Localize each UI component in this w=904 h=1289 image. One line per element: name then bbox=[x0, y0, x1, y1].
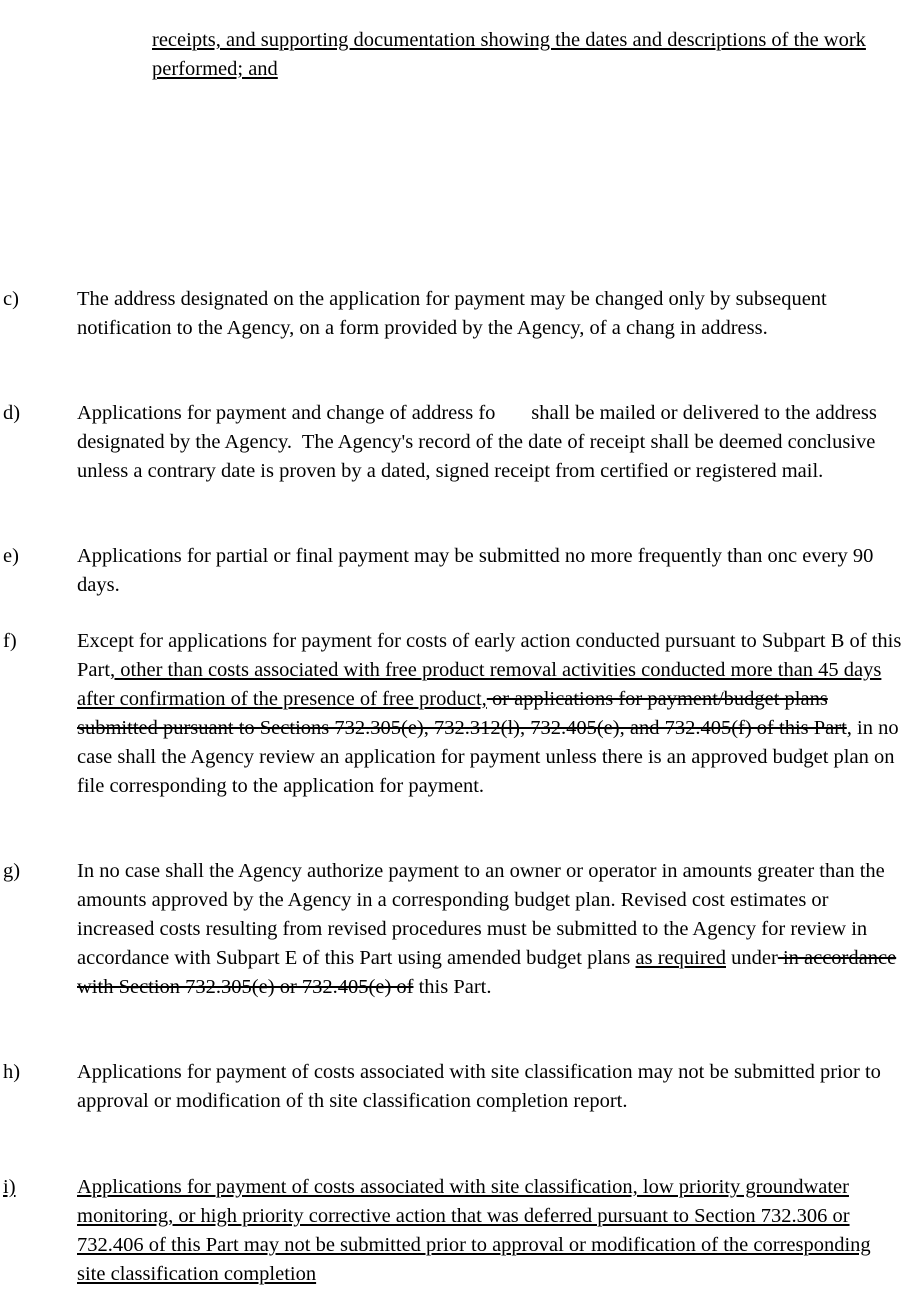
subsection-label: g) bbox=[3, 860, 21, 882]
subsection-label: h) bbox=[3, 1061, 21, 1083]
plain-text: In no case shall the Agency authorize payment to an owner or operator in amounts greater than the amounts approved by the Agency in a corresponding budget plan. Revised cost estimates or increased costs resulting from revised procedures must be submitted to the Agency for review in accordance with Subpart E of this Part using amended budget plans bbox=[77, 860, 885, 969]
inserted-text: , other than costs associated with free product removal activities conducted more than 45 days after confirmation of the presence of free product, bbox=[77, 659, 882, 710]
deleted-text: or applications for payment/budget plans submitted pursuant to Sections 732.305(e), 732.312(l), 732.405(e), and 732.405(f) of this Part bbox=[77, 688, 847, 739]
subsection-text: The address designated on the application for payment may be changed only by subsequent notification to the Agency, on a form provided by the Agency, of a chang in address. bbox=[77, 288, 827, 339]
plain-text: Except for applications for payment for costs of early action conducted pursuant to Subpart B of this Part bbox=[77, 630, 902, 681]
deleted-text: in accordance with Section 732.305(e) or 732.405(e) of bbox=[77, 947, 897, 998]
subsection-text: Applications for payment of costs associated with site classification may not be submitted prior to approval or modification of th site classification completion report. bbox=[77, 1061, 881, 1112]
subsection-label: c) bbox=[3, 288, 19, 310]
inserted-subsection-text: Applications for payment of costs associated with site classification, low priority groundwater monitoring, or high priority corrective action that was deferred pursuant to Section 732.306 or 732.406 of this Part may not be submitted prior to approval or modification of the corresponding site classification completion bbox=[77, 1176, 871, 1285]
subsection-label: f) bbox=[3, 630, 17, 652]
plain-text: this Part. bbox=[413, 976, 492, 998]
subsection-text: Applications for partial or final payment may be submitted no more frequently than onc every 90 days. bbox=[77, 545, 874, 596]
subsection-label: e) bbox=[3, 545, 19, 567]
subsection-label: d) bbox=[3, 402, 21, 424]
subsection-label: i) bbox=[3, 1176, 16, 1198]
inserted-text: as required bbox=[635, 947, 726, 969]
subsection-text bbox=[77, 627, 902, 801]
plain-text: under bbox=[726, 947, 778, 969]
subsection-text bbox=[77, 857, 902, 1002]
intro-continuation-text: receipts, and supporting documentation showing the dates and descriptions of the work performed; and bbox=[152, 29, 866, 80]
subsection-text: Applications for payment and change of address fo shall be mailed or delivered to the address designated by the Agency. The Agency's record of the date of receipt shall be deemed conclusive unless a contrary date is proven by a dated, signed receipt from certified or registered mail. bbox=[77, 402, 882, 482]
plain-text: , in no case shall the Agency review an application for payment unless there is an approved budget plan on file corresponding to the application for payment. bbox=[77, 717, 899, 797]
